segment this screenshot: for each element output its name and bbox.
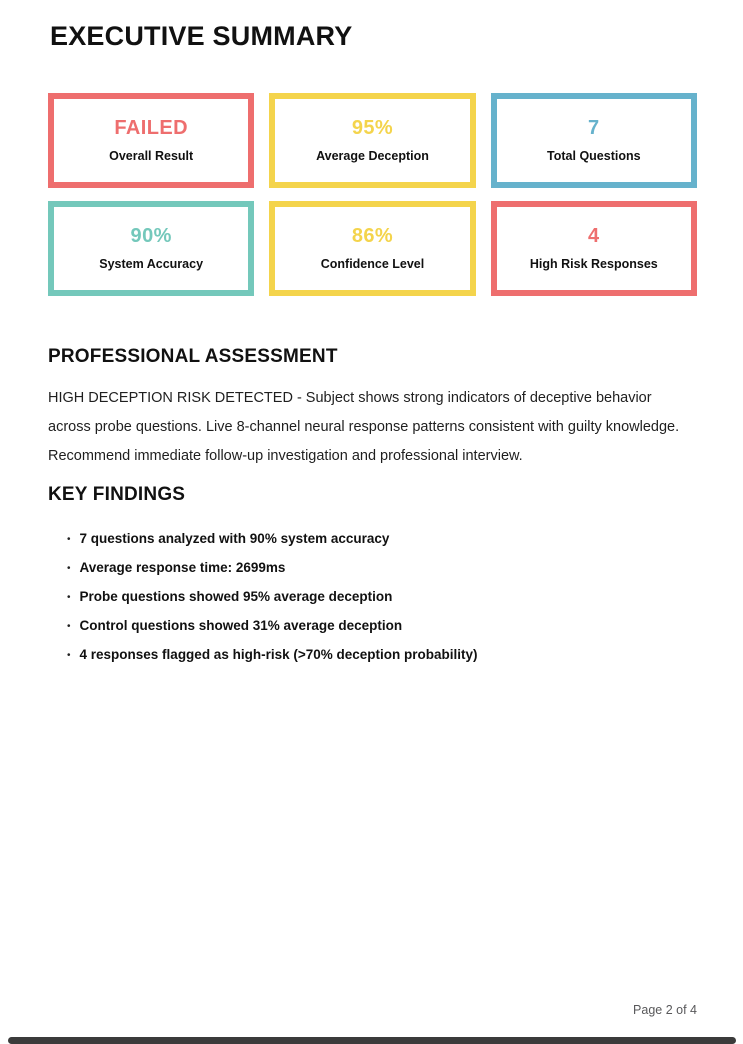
assessment-paragraph: HIGH DECEPTION RISK DETECTED - Subject shows strong indicators of deceptive behavior across probe questions. Live 8-channel neural response patterns consistent with guilty knowledge. Recommend immediate follow-up investigation and professional interview. (48, 390, 680, 464)
stat-label: Total Questions (547, 149, 641, 164)
summary-cards-grid (48, 93, 697, 296)
horizontal-scrollbar-thumb[interactable] (8, 1037, 736, 1044)
stat-card-high-risk-responses (491, 201, 697, 296)
stat-card-overall-result (48, 93, 254, 188)
stat-card-average-deception (269, 93, 475, 188)
key-finding-item: • Control questions showed 31% average deception (67, 612, 697, 641)
stat-label: Confidence Level (320, 257, 425, 272)
stat-value: 95% (351, 117, 394, 140)
stat-label: Overall Result (109, 149, 194, 164)
stat-label: System Accuracy (99, 257, 204, 272)
stat-value: 4 (588, 225, 600, 248)
stat-value: 90% (130, 225, 172, 248)
stat-value: FAILED (114, 117, 188, 140)
key-finding-item: • 4 responses flagged as high-risk (>70% deception probability) (67, 641, 697, 670)
page-number: Page 2 of 4 (633, 1003, 697, 1017)
stat-value: 7 (588, 117, 600, 140)
key-finding-item: • Probe questions showed 95% average deception (67, 583, 697, 612)
stat-label: Average Deception (316, 149, 429, 164)
stat-value: 86% (351, 225, 394, 248)
stat-card-total-questions (491, 93, 697, 188)
section-heading-key-findings: KEY FINDINGS (48, 484, 186, 505)
key-finding-item: • 7 questions analyzed with 90% system accuracy (67, 525, 697, 554)
key-findings-list (48, 525, 697, 670)
page-title: EXECUTIVE SUMMARY (50, 21, 353, 51)
section-heading-professional-assessment: PROFESSIONAL ASSESSMENT (48, 346, 338, 367)
stat-label: High Risk Responses (529, 257, 658, 272)
key-finding-item: • Average response time: 2699ms (67, 554, 697, 583)
stat-card-system-accuracy (48, 201, 254, 296)
stat-card-confidence-level (269, 201, 475, 296)
